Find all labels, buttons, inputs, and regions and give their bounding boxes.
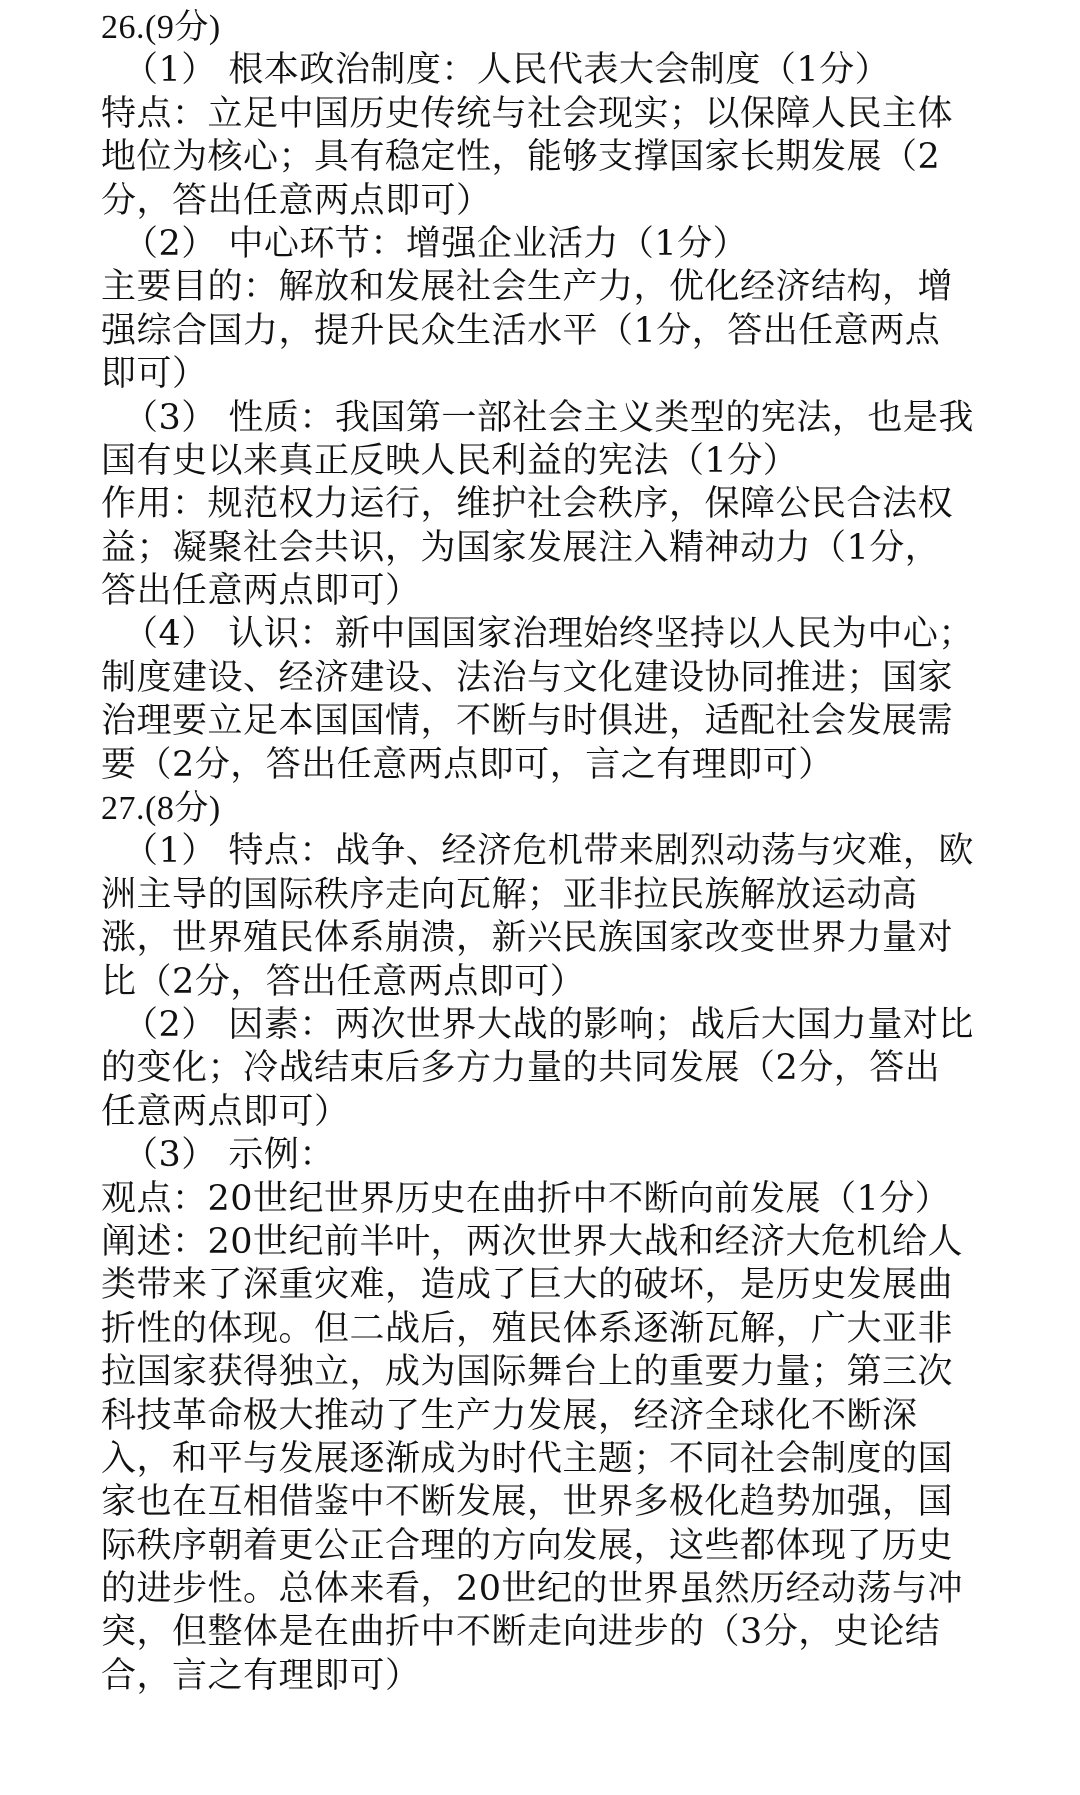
answer-text-line: 答出任意两点即可） xyxy=(101,571,421,612)
question-number: 27.(8分) xyxy=(101,790,221,828)
answer-text-line: 际秩序朝着更公正合理的方向发展，这些都体现了历史 xyxy=(101,1525,954,1566)
sub-question-line: （3） 示例： xyxy=(123,1135,335,1176)
answer-text-line: 合，言之有理即可） xyxy=(101,1655,421,1696)
answer-text-line: 要（2分，答出任意两点即可，言之有理即可） xyxy=(101,744,834,785)
answer-text-line: 作用：规范权力运行，维护社会秩序，保障公民合法权 xyxy=(101,484,954,525)
answer-text-line: 任意两点即可） xyxy=(101,1091,350,1132)
sub-question-line: （1） 根本政治制度：人民代表大会制度（1分） xyxy=(123,50,891,91)
answer-text-line: 拉国家获得独立，成为国际舞台上的重要力量；第三次 xyxy=(101,1352,954,1393)
sub-question-line: （3） 性质：我国第一部社会主义类型的宪法，也是我 xyxy=(123,397,974,438)
answer-text-line: 科技革命极大推动了生产力发展，经济全球化不断深 xyxy=(101,1395,918,1436)
answer-text-line: 折性的体现。但二战后，殖民体系逐渐瓦解，广大亚非 xyxy=(101,1308,954,1349)
answer-text-line: 的变化；冷战结束后多方力量的共同发展（2分，答出 xyxy=(101,1048,941,1089)
answer-text-line: 突，但整体是在曲折中不断走向进步的（3分，史论结 xyxy=(101,1612,941,1653)
answer-text-line: 的进步性。总体来看，20世纪的世界虽然历经动荡与冲 xyxy=(101,1569,964,1610)
answer-text-line: 国有史以来真正反映人民利益的宪法（1分） xyxy=(101,440,799,481)
sub-question-line: （2） 中心环节：增强企业活力（1分） xyxy=(123,223,749,264)
answer-text-line: 主要目的：解放和发展社会生产力，优化经济结构，增 xyxy=(101,267,954,308)
answer-text-line: 分，答出任意两点即可） xyxy=(101,180,492,221)
answer-text-line: 家也在互相借鉴中不断发展，世界多极化趋势加强，国 xyxy=(101,1482,954,1523)
sub-question-line: （4） 认识：新中国国家治理始终坚持以人民为中心； xyxy=(123,614,974,655)
answer-text-line: 涨，世界殖民体系崩溃，新兴民族国家改变世界力量对 xyxy=(101,918,954,959)
sub-question-line: （2） 因素：两次世界大战的影响；战后大国力量对比 xyxy=(123,1004,974,1045)
answer-text-line: 地位为核心；具有稳定性，能够支撑国家长期发展（2 xyxy=(101,137,941,178)
answer-text-line: 洲主导的国际秩序走向瓦解；亚非拉民族解放运动高 xyxy=(101,874,918,915)
answer-text-line: 强综合国力，提升民众生活水平（1分，答出任意两点 xyxy=(101,310,941,351)
answer-text-line: 阐述：20世纪前半叶，两次世界大战和经济大危机给人 xyxy=(101,1221,964,1262)
question-number: 26.(9分) xyxy=(101,9,221,46)
answer-text-line: 类带来了深重灾难，造成了巨大的破坏，是历史发展曲 xyxy=(101,1265,954,1306)
answer-text-line: 特点：立足中国历史传统与社会现实；以保障人民主体 xyxy=(101,93,954,134)
answer-text-line: 观点：20世纪世界历史在曲折中不断向前发展（1分） xyxy=(101,1178,951,1219)
answer-text-line: 益；凝聚社会共识，为国家发展注入精神动力（1分， xyxy=(101,527,941,568)
answer-text-line: 制度建设、经济建设、法治与文化建设协同推进；国家 xyxy=(101,657,954,698)
answer-text-line: 入，和平与发展逐渐成为时代主题；不同社会制度的国 xyxy=(101,1438,954,1479)
answer-text-line: 治理要立足本国国情，不断与时俱进，适配社会发展需 xyxy=(101,701,954,742)
answer-text-line: 即可） xyxy=(101,354,208,395)
sub-question-line: （1） 特点：战争、经济危机带来剧烈动荡与灾难，欧 xyxy=(123,831,974,872)
answer-document xyxy=(101,6,991,1698)
answer-text-line: 比（2分，答出任意两点即可） xyxy=(101,961,586,1002)
